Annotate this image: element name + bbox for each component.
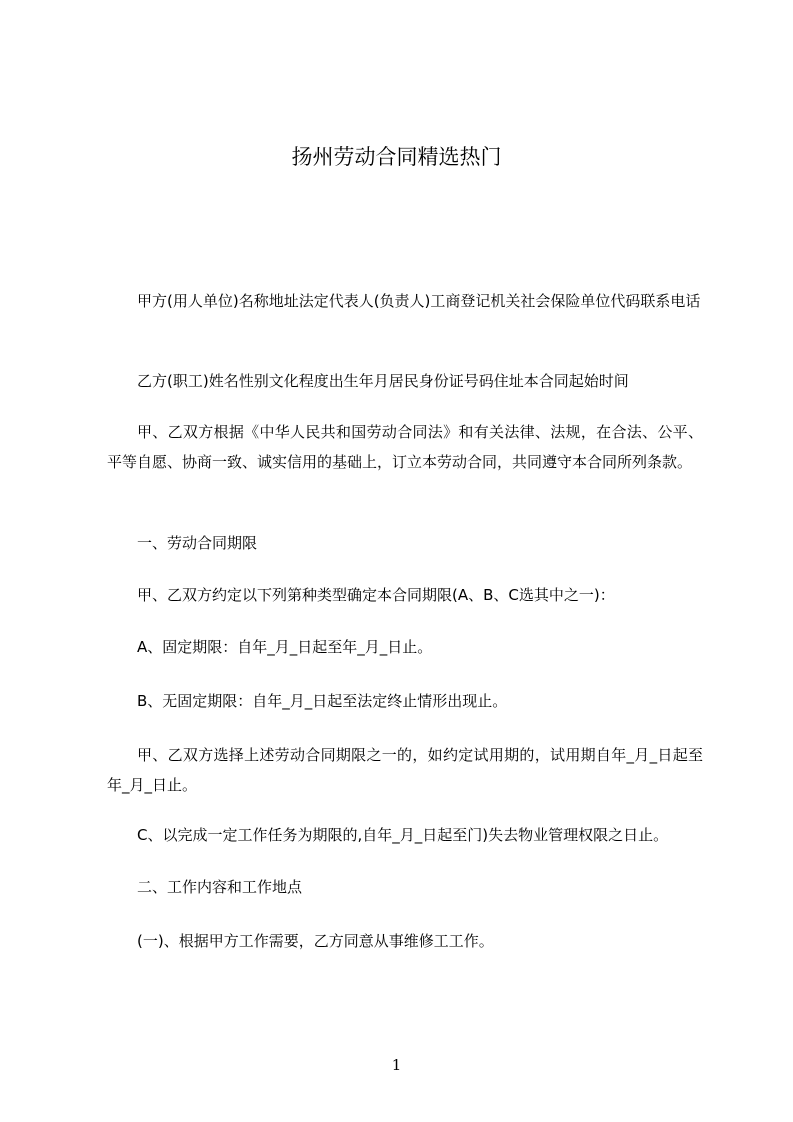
party-a-paragraph: 甲方(用人单位)名称地址法定代表人(负责人)工商登记机关社会保险单位代码联系电话 <box>137 292 701 310</box>
party-b-paragraph: 乙方(职工)姓名性别文化程度出生年月居民身份证号码住址本合同起始时间 <box>137 372 629 390</box>
trial-period-paragraph: 甲、乙双方选择上述劳动合同期限之一的，如约定试用期的，试用期自年_月_日起至年_月_日止。 <box>107 746 703 794</box>
page-number: 1 <box>391 1056 402 1074</box>
type-c-paragraph: C、以完成一定工作任务为期限的,自年_月_日起至门)失去物业管理权限之日止。 <box>137 826 669 844</box>
contract-types-paragraph: 甲、乙双方约定以下列第种类型确定本合同期限(A、B、C选其中之一)： <box>137 586 615 604</box>
type-a-paragraph: A、固定期限：自年_月_日起至年_月_日止。 <box>137 638 433 656</box>
section-2-heading: 二、工作内容和工作地点 <box>137 878 303 896</box>
work-content-paragraph: (一)、根据甲方工作需要，乙方同意从事维修工工作。 <box>137 932 494 950</box>
document-title: 扬州劳动合同精选热门 <box>291 145 502 169</box>
type-b-paragraph: B、无固定期限：自年_月_日起至法定终止情形出现止。 <box>137 692 508 710</box>
section-1-heading: 一、劳动合同期限 <box>137 534 258 552</box>
intro-paragraph: 甲、乙双方根据《中华人民共和国劳动合同法》和有关法律、法规，在合法、公平、平等自愿、协商一致、诚实信用的基础上，订立本劳动合同，共同遵守本合同所列条款。 <box>107 423 703 471</box>
